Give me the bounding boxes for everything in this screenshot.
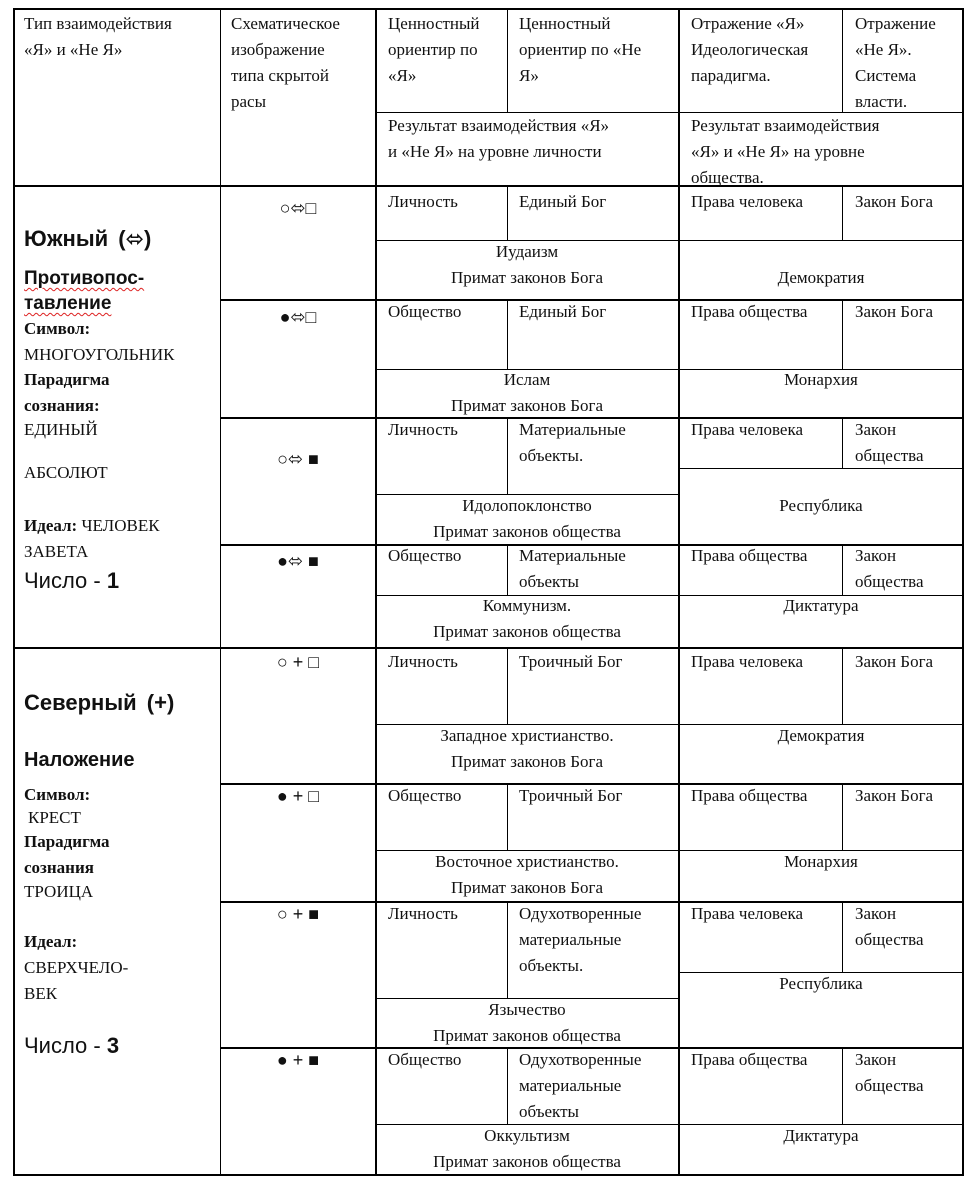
- cell-line: Одухотворенные: [519, 1050, 642, 1069]
- ideology-cell: Права человека: [691, 420, 804, 439]
- south-subtitle-line: Противопос-: [24, 268, 145, 289]
- personal-result-cell: [376, 593, 678, 645]
- north-paradigm-label-line: Парадигма: [24, 832, 110, 851]
- grid-line: [507, 300, 508, 369]
- cell-line: общества: [855, 446, 924, 465]
- header-text-line: Я»: [519, 66, 539, 85]
- grid-line: [842, 8, 843, 112]
- grid-line: [842, 418, 843, 468]
- grid-line: [507, 1048, 508, 1124]
- grid-line: [507, 8, 508, 112]
- personal-result-cell: [376, 849, 678, 901]
- grid-line: [842, 1048, 843, 1124]
- south-paradigm-value-2: АБСОЛЮТ: [24, 463, 108, 482]
- header-text-line: Результат взаимодействия «Я»: [388, 116, 610, 135]
- grid-line: [842, 300, 843, 369]
- header-text-line: парадигма.: [691, 66, 771, 85]
- result-line: Ислам: [503, 370, 551, 389]
- south-subtitle-2: [24, 291, 111, 317]
- north-paradigm-label-line: сознания: [24, 858, 94, 877]
- grid-line: [842, 902, 843, 972]
- cell-line: объекты: [519, 1102, 579, 1121]
- north-number-value: 3: [106, 1033, 120, 1058]
- personal-result-cell: [376, 367, 678, 419]
- south-symbol-label: Символ:: [24, 319, 91, 338]
- cell-line: Одухотворенные: [519, 904, 642, 923]
- power-law-cell: [855, 417, 924, 469]
- scheme-cell: ○ + □: [276, 652, 320, 672]
- north-number-label: Число -: [24, 1033, 101, 1058]
- society-result-cell: Диктатура: [783, 596, 859, 615]
- header-text-line: типа скрытой: [231, 66, 329, 85]
- south-ideal: [24, 513, 160, 539]
- north-subtitle: Наложение: [24, 749, 135, 771]
- personal-result-cell: [376, 1123, 678, 1175]
- header-col-ideology: [691, 11, 808, 89]
- header-col-other-orientation: [519, 11, 641, 89]
- south-paradigm-label: [24, 367, 110, 419]
- scheme-cell: ○⬄□: [279, 198, 317, 218]
- grid-line: [678, 8, 680, 1176]
- ideology-cell: Права общества: [691, 302, 808, 321]
- society-result-cell: Диктатура: [783, 1126, 859, 1145]
- self-orientation-cell: Общество: [388, 1050, 462, 1069]
- north-paradigm-value: ТРОИЦА: [24, 882, 94, 901]
- header-text-line: общества.: [691, 168, 764, 187]
- north-number: [24, 1031, 119, 1061]
- ideology-cell: Права человека: [691, 652, 804, 671]
- society-result-cell: Монархия: [784, 852, 858, 871]
- header-text-line: Ценностный: [388, 14, 480, 33]
- header-text-line: Отражение: [855, 14, 936, 33]
- grid-line: [13, 8, 964, 10]
- grid-line: [507, 902, 508, 998]
- self-orientation-cell: Личность: [388, 192, 458, 211]
- south-paradigm-label-line: Парадигма: [24, 370, 110, 389]
- north-title-text: Северный: [24, 690, 137, 715]
- scheme-cell: ○⬄ ■: [277, 449, 319, 469]
- header-text-line: «Я»: [388, 66, 417, 85]
- south-paradigm-label-line: сознания:: [24, 396, 100, 415]
- cell-line: Закон: [855, 1050, 897, 1069]
- grid-line: [507, 784, 508, 850]
- power-law-cell: [855, 901, 924, 953]
- header-text-line: «Я» и «Не Я»: [24, 40, 123, 59]
- cell-line: общества: [855, 930, 924, 949]
- self-orientation-cell: Личность: [388, 652, 458, 671]
- grid-line: [507, 545, 508, 595]
- other-orientation-cell: [519, 1047, 641, 1125]
- grid-line: [507, 186, 508, 240]
- header-col-type: [24, 11, 172, 63]
- north-symbol-value: КРЕСТ: [28, 808, 81, 827]
- result-line: Примат законов общества: [433, 1152, 621, 1171]
- ideology-cell: Права общества: [691, 786, 808, 805]
- north-title: [24, 688, 174, 718]
- grid-line: [842, 186, 843, 240]
- south-ideal-value: ЧЕЛОВЕК: [81, 516, 160, 535]
- other-orientation-cell: Троичный Бог: [519, 786, 623, 805]
- scheme-cell: ● + ■: [276, 1050, 320, 1070]
- cell-line: Закон: [855, 904, 897, 923]
- header-col-power: [855, 11, 936, 115]
- society-result-cell: Демократия: [777, 726, 865, 745]
- personal-result-cell: [376, 997, 678, 1049]
- cell-line: материальные: [519, 930, 622, 949]
- header-text-line: ориентир по «Не: [519, 40, 642, 59]
- power-law-cell: Закон Бога: [855, 302, 934, 321]
- result-line: Примат законов общества: [433, 1026, 621, 1045]
- grid-line: [13, 647, 964, 649]
- result-line: Оккультизм: [484, 1126, 570, 1145]
- grid-line: [13, 8, 15, 1176]
- header-result-society: [691, 113, 879, 191]
- header-text-line: Результат взаимодействия: [691, 116, 880, 135]
- header-text-line: Отражение «Я»: [691, 14, 805, 33]
- self-orientation-cell: Личность: [388, 420, 458, 439]
- ideology-cell: Права общества: [691, 546, 808, 565]
- power-law-cell: [855, 1047, 924, 1099]
- header-text-line: Система: [855, 66, 917, 85]
- result-line: Восточное христианство.: [435, 852, 619, 871]
- cell-line: Закон: [855, 420, 897, 439]
- header-text-line: Схематическое: [231, 14, 340, 33]
- north-ideal-value: [24, 955, 128, 1007]
- north-paradigm-label: [24, 829, 110, 881]
- header-text-line: Ценностный: [519, 14, 611, 33]
- power-law-cell: Закон Бога: [855, 192, 934, 211]
- power-law-cell: Закон Бога: [855, 786, 934, 805]
- scheme-cell: ●⬄ ■: [277, 551, 319, 571]
- society-result-cell: Монархия: [784, 370, 858, 389]
- north-ideal-value-line: СВЕРХЧЕЛО-: [24, 958, 129, 977]
- header-text-line: «Я» и «Не Я» на уровне: [691, 142, 865, 161]
- result-line: Язычество: [488, 1000, 566, 1019]
- cell-line: общества: [855, 572, 924, 591]
- grid-line: [842, 648, 843, 724]
- society-result-cell: Республика: [779, 974, 863, 993]
- result-line: Коммунизм.: [482, 596, 572, 615]
- result-line: Примат законов Бога: [450, 396, 604, 415]
- south-subtitle: [24, 266, 144, 292]
- other-orientation-cell: [519, 417, 626, 469]
- personal-result-cell: [376, 493, 678, 545]
- other-orientation-cell: Единый Бог: [519, 192, 607, 211]
- result-line: Примат законов Бога: [450, 878, 604, 897]
- header-text-line: «Не Я».: [855, 40, 912, 59]
- result-line: Идолопоклонство: [462, 496, 592, 515]
- north-symbol-label: Символ:: [24, 785, 91, 804]
- other-orientation-cell: Троичный Бог: [519, 652, 623, 671]
- result-line: Примат законов общества: [433, 622, 621, 641]
- ideology-cell: Права человека: [691, 192, 804, 211]
- south-ideal-value-2: ЗАВЕТА: [24, 542, 89, 561]
- other-orientation-cell: Единый Бог: [519, 302, 607, 321]
- other-orientation-cell: [519, 901, 641, 979]
- grid-line: [842, 545, 843, 595]
- grid-line: [962, 8, 964, 1176]
- ideology-cell: Права общества: [691, 1050, 808, 1069]
- grid-line: [507, 418, 508, 494]
- south-paradigm-value-1: ЕДИНЫЙ: [24, 420, 98, 439]
- south-title-symbol: (⬄): [118, 226, 152, 251]
- cell-line: материальные: [519, 1076, 622, 1095]
- result-line: Примат законов Бога: [450, 268, 604, 287]
- cell-line: объекты.: [519, 446, 584, 465]
- self-orientation-cell: Общество: [388, 302, 462, 321]
- cell-line: объекты: [519, 572, 579, 591]
- cell-line: Закон: [855, 546, 897, 565]
- result-line: Западное христианство.: [440, 726, 614, 745]
- result-line: Иудаизм: [495, 242, 559, 261]
- south-ideal-label: Идеал:: [24, 516, 78, 535]
- south-number: [24, 566, 119, 596]
- result-line: Примат законов Бога: [450, 752, 604, 771]
- cell-line: Материальные: [519, 420, 626, 439]
- scheme-cell: ● + □: [276, 786, 320, 806]
- south-number-value: 1: [106, 568, 120, 593]
- power-law-cell: [855, 543, 924, 595]
- header-text-line: и «Не Я» на уровне личности: [388, 142, 602, 161]
- cell-line: Материальные: [519, 546, 626, 565]
- grid-line: [842, 784, 843, 850]
- south-number-label: Число -: [24, 568, 101, 593]
- ideology-cell: Права человека: [691, 904, 804, 923]
- south-title-text: Южный: [24, 226, 109, 251]
- header-text-line: Тип взаимодействия: [24, 14, 172, 33]
- cell-line: объекты.: [519, 956, 584, 975]
- header-text-line: власти.: [855, 92, 908, 111]
- north-title-symbol: (+): [146, 690, 175, 715]
- north-ideal-value-line: ВЕК: [24, 984, 58, 1003]
- header-text-line: расы: [231, 92, 267, 111]
- society-result-cell: Демократия: [777, 268, 865, 287]
- scheme-cell: ●⬄□: [279, 307, 317, 327]
- self-orientation-cell: Личность: [388, 904, 458, 923]
- cell-line: общества: [855, 1076, 924, 1095]
- header-col-scheme: [231, 11, 340, 115]
- personal-result-cell: [376, 239, 678, 291]
- society-result-cell: Республика: [779, 496, 863, 515]
- grid-line: [220, 8, 221, 1176]
- south-title: [24, 224, 151, 254]
- header-col-self-orientation: [388, 11, 480, 89]
- power-law-cell: Закон Бога: [855, 652, 934, 671]
- personal-result-cell: [376, 723, 678, 775]
- south-symbol-value: МНОГОУГОЛЬНИК: [24, 345, 175, 364]
- header-result-personal: [388, 113, 609, 165]
- scheme-cell: ○ + ■: [276, 904, 320, 924]
- self-orientation-cell: Общество: [388, 786, 462, 805]
- grid-line: [507, 648, 508, 724]
- north-ideal-label: Идеал:: [24, 932, 78, 951]
- self-orientation-cell: Общество: [388, 546, 462, 565]
- other-orientation-cell: [519, 543, 626, 595]
- header-text-line: изображение: [231, 40, 325, 59]
- result-line: Примат законов общества: [433, 522, 621, 541]
- south-subtitle-line: тавление: [24, 293, 112, 314]
- header-text-line: Идеологическая: [691, 40, 809, 59]
- header-text-line: ориентир по: [388, 40, 478, 59]
